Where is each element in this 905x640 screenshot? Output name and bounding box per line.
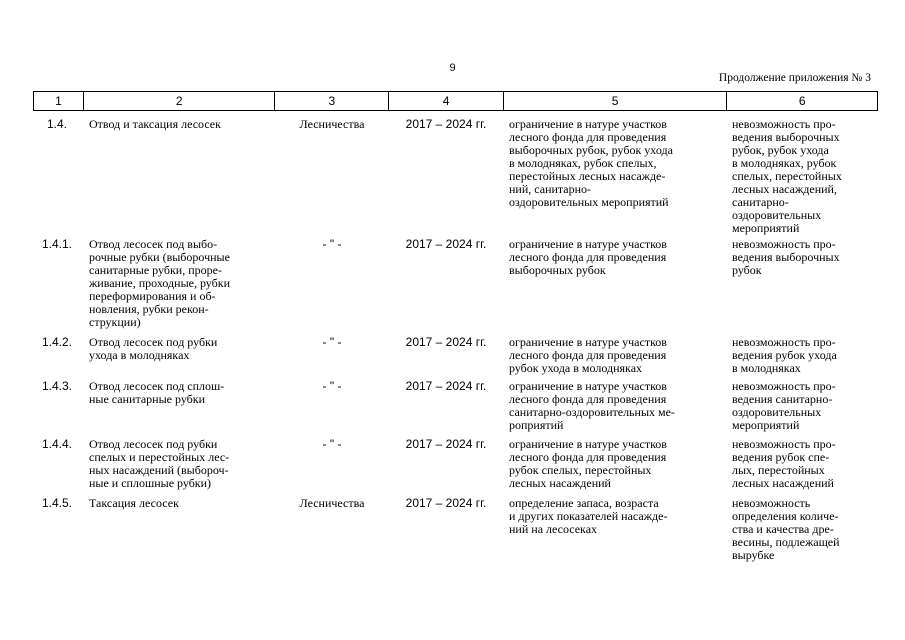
page-number: 9	[449, 62, 456, 74]
activity-name: Отвод лесосек под рубки спелых и перестойных лес- ных насаждений (выбороч- ные и сплошные рубки)	[89, 437, 230, 490]
row-number: 1.4.1.	[41, 237, 73, 251]
term: 2017 – 2024 гг.	[405, 379, 487, 393]
term: 2017 – 2024 гг.	[405, 335, 487, 349]
header-col-5: 5	[504, 92, 727, 110]
header-col-3: 3	[275, 92, 389, 110]
continuation-note: Продолжение приложения № 3	[718, 72, 871, 84]
expected-result: ограничение в натуре участков лесного фонда для проведения рубок ухода в молодняках	[509, 335, 667, 375]
row-number: 1.4.4.	[41, 437, 73, 451]
term: 2017 – 2024 гг.	[405, 437, 487, 451]
executor: - " -	[322, 437, 342, 451]
executor: - " -	[322, 237, 342, 251]
executor: - " -	[322, 379, 342, 393]
activity-name: Отвод лесосек под рубки ухода в молодняках	[89, 335, 218, 362]
activity-name: Таксация лесосек	[89, 496, 179, 510]
executor: - " -	[322, 335, 342, 349]
consequence: невозможность про- ведения санитарно- оздоровительных мероприятий	[732, 379, 836, 432]
row-number: 1.4.	[46, 117, 67, 131]
activity-name: Отвод и таксация лесосек	[89, 117, 221, 131]
expected-result: ограничение в натуре участков лесного фонда для проведения выборочных рубок	[509, 237, 667, 277]
consequence: невозможность про- ведения выборочных рубок	[732, 237, 840, 277]
expected-result: ограничение в натуре участков лесного фонда для проведения санитарно-оздоровительных ме- роприятий	[509, 379, 675, 432]
consequence: невозможность определения количе- ства и качества дре- весины, подлежащей вырубке	[732, 496, 840, 562]
row-number: 1.4.3.	[41, 379, 73, 393]
expected-result: определение запаса, возраста и других показателей насажде- ний на лесосеках	[509, 496, 668, 536]
expected-result: ограничение в натуре участков лесного фонда для проведения выборочных рубок, рубок ухода в молодняках, рубок спелых, перестойных лесных насажде- ний, санитарно- оздоровительных мероприятий	[509, 117, 673, 209]
header-col-1: 1	[34, 92, 84, 110]
activity-name: Отвод лесосек под выбо- рочные рубки (выборочные санитарные рубки, проре- живание, проходные, рубки переформирования и об- новления, рубки рекон- струкции)	[89, 237, 230, 329]
consequence: невозможность про- ведения рубок ухода в молодняках	[732, 335, 837, 375]
row-number: 1.4.5.	[41, 496, 73, 510]
activity-name: Отвод лесосек под сплош- ные санитарные рубки	[89, 379, 225, 406]
term: 2017 – 2024 гг.	[405, 496, 487, 510]
executor: Лесничества	[299, 117, 365, 131]
row-number: 1.4.2.	[41, 335, 73, 349]
header-col-4: 4	[389, 92, 504, 110]
header-col-6: 6	[798, 94, 806, 108]
executor: Лесничества	[299, 496, 365, 510]
expected-result: ограничение в натуре участков лесного фонда для проведения рубок спелых, перестойных лесных насаждений	[509, 437, 667, 490]
consequence: невозможность про- ведения рубок спе- лых, перестойных лесных насаждений	[732, 437, 836, 490]
table-header-row	[33, 91, 878, 111]
header-col-2: 2	[84, 92, 276, 110]
term: 2017 – 2024 гг.	[405, 237, 487, 251]
consequence: невозможность про- ведения выборочных рубок, рубок ухода в молодняках, рубок спелых, перестойных лесных насаждений, санитарно- оздоровительных мероприятий	[732, 117, 842, 235]
term: 2017 – 2024 гг.	[405, 117, 487, 131]
